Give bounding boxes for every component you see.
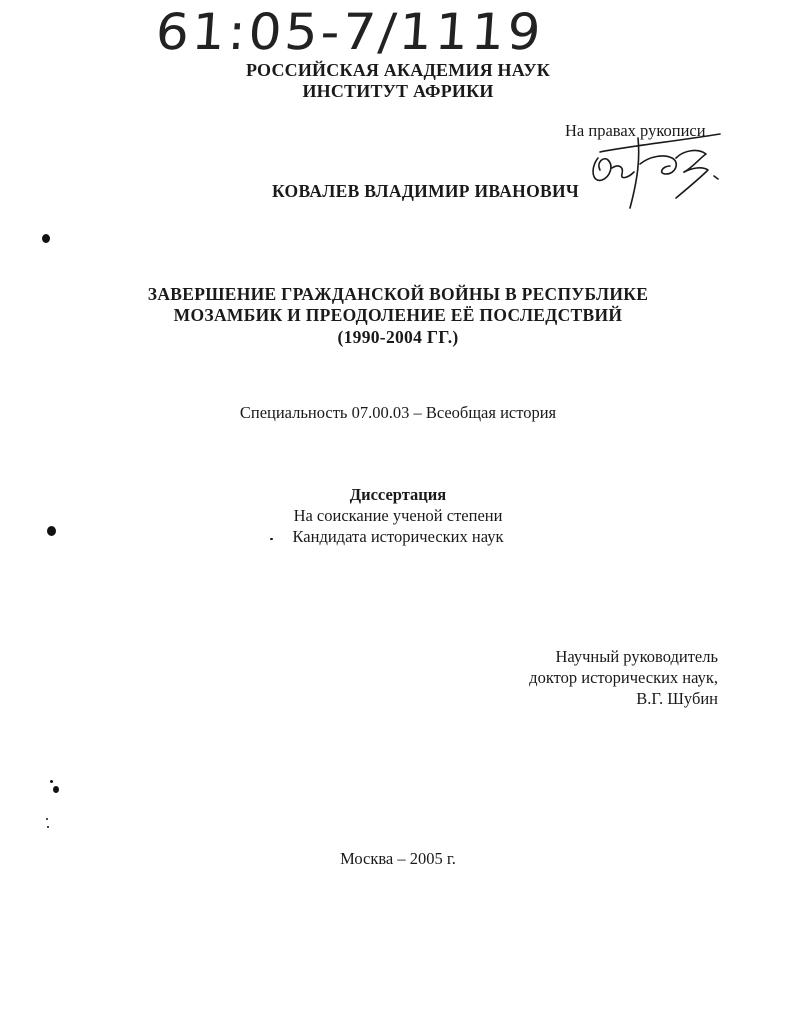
archive-code: 61:05-7/1119: [153, 3, 546, 62]
advisor-role: Научный руководитель: [555, 647, 718, 666]
dissertation-title-years: (1990-2004 ГГ.): [337, 327, 459, 347]
specialty-code: Специальность 07.00.03 – Всеобщая история: [239, 403, 557, 422]
author-name: КОВАЛЕВ ВЛАДИМИР ИВАНОВИЧ: [272, 181, 580, 201]
degree-name: Кандидата исторических наук: [292, 527, 504, 546]
scan-speck: [53, 786, 59, 793]
scan-speck: [50, 780, 53, 783]
dissertation-label: Диссертация: [349, 485, 447, 504]
advisor-degree: доктор исторических наук,: [529, 668, 718, 687]
scan-speck: [46, 818, 48, 820]
institute-name: ИНСТИТУТ АФРИКИ: [302, 81, 494, 101]
manuscript-rights-note: На правах рукописи: [565, 121, 706, 140]
scan-speck: [270, 538, 273, 540]
dissertation-title-line1: ЗАВЕРШЕНИЕ ГРАЖДАНСКОЙ ВОЙНЫ В РЕСПУБЛИКЕ: [147, 284, 649, 304]
organization-name: РОССИЙСКАЯ АКАДЕМИЯ НАУК: [245, 60, 551, 80]
scan-speck: [47, 826, 49, 828]
signature-icon: [580, 128, 740, 218]
scan-speck: [42, 234, 50, 243]
advisor-name: В.Г. Шубин: [636, 689, 718, 708]
place-and-year: Москва – 2005 г.: [340, 849, 456, 868]
dissertation-title-line2: МОЗАМБИК И ПРЕОДОЛЕНИЕ ЕЁ ПОСЛЕДСТВИЙ: [173, 305, 623, 325]
degree-purpose: На соискание ученой степени: [293, 506, 503, 525]
scan-speck: [47, 526, 56, 536]
